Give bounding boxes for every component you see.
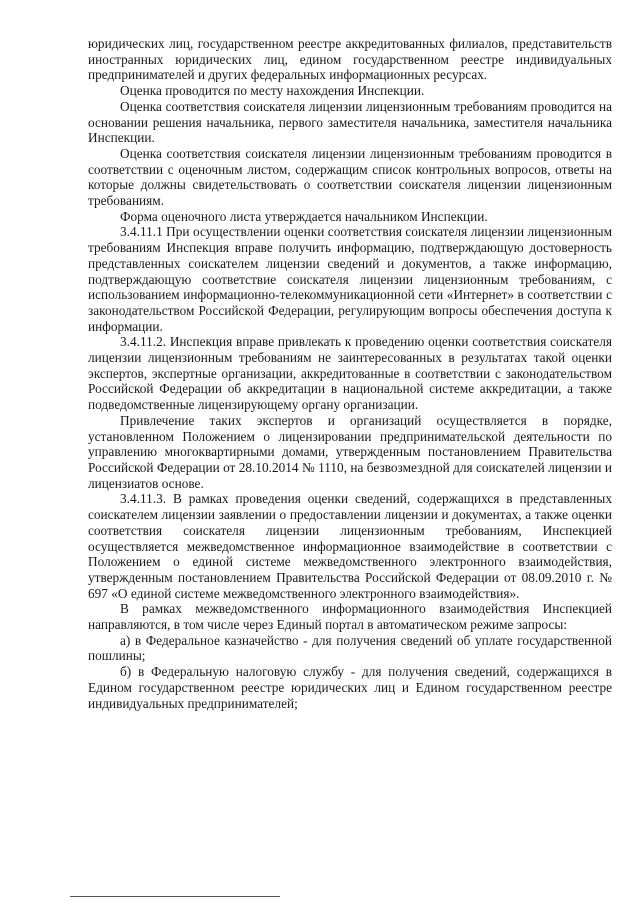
- paragraph-3-4-11-3: 3.4.11.3. В рамках проведения оценки сведений, содержащихся в представленных соискателем лицензии заявлении о предоставлении лицензии и документах, а также оценки соответствия соискателя лицензии лицензионным требованиям, Инспекцией осуществляется межведомственное информационное взаимодействие в соответствии с Положением о единой системе межведомственного электронного взаимодействия, утвержденным постановлением Правительства Российской Федерации от 08.09.2010 г. № 697 «О единой системе межведомственного электронного взаимодействия».: [88, 491, 612, 601]
- paragraph-1-continuation: юридических лиц, государственном реестре аккредитованных филиалов, представительств иностранных юридических лиц, едином государственном реестре индивидуальных предпринимателей и других федеральных информационных ресурсах.: [88, 36, 612, 83]
- paragraph-3-4-11-1: 3.4.11.1 При осуществлении оценки соответствия соискателя лицензии лицензионным требованиям Инспекция вправе получить информацию, подтверждающую достоверность представленных соискателем лицензии сведений и документов, а также информацию, подтверждающую соответствие соискателя лицензии лицензионным требованиям, с использованием информационно-телекоммуникационной сети «Интернет» в соответствии с законодательством Российской Федерации, регулирующим вопросы обеспечения доступа к информации.: [88, 224, 612, 334]
- paragraph-checklist-approval: Форма оценочного листа утверждается начальником Инспекции.: [120, 208, 488, 224]
- paragraph-assessment-checklist: Оценка соответствия соискателя лицензии лицензионным требованиям проводится в соответствии с оценочным листом, содержащим список контрольных вопросов, ответы на которые должны свидетельствовать о соответствии соискателя лицензии лицензионным требованиям.: [88, 145, 612, 209]
- paragraph-assessment-decision: Оценка соответствия соискателя лицензии лицензионным требованиям проводится на основании решения начальника, первого заместителя начальника, заместителя начальника Инспекции.: [88, 98, 612, 146]
- paragraph-3-4-11-2: 3.4.11.2. Инспекция вправе привлекать к проведению оценки соответствия соискателя лицензии лицензионным требованиям не заинтересованных в результатах такой оценки экспертов, экспертные организации, аккредитованные в соответствии с законодательством Российской Федерации об аккредитации в национальной системе аккредитации, а также подведомственные лицензирующему органу организации.: [88, 334, 612, 413]
- footer-divider: [70, 896, 280, 897]
- paragraph-experts-involvement: Привлечение таких экспертов и организаций осуществляется в порядке, установленном Положением о лицензировании предпринимательской деятельности по управлению многоквартирными домами, утвержденным постановлением Правительства Российской Федерации от 28.10.2014 № 1110, на безвозмездной для соискателей лицензии и лицензиатов основе.: [88, 412, 612, 491]
- paragraph-assessment-location: Оценка проводится по месту нахождения Инспекции.: [120, 83, 425, 99]
- list-item-a: а) в Федеральное казначейство - для получения сведений об уплате государственной пошлины;: [88, 632, 612, 664]
- list-item-b: б) в Федеральную налоговую службу - для получения сведений, содержащихся в Едином государственном реестре юридических лиц и Едином государственном реестре индивидуальных предпринимателей;: [88, 664, 612, 711]
- paragraph-interagency-requests: В рамках межведомственного информационного взаимодействия Инспекцией направляются, в том числе через Единый портал в автоматическом режиме запросы:: [88, 601, 612, 633]
- document-body: [88, 36, 612, 711]
